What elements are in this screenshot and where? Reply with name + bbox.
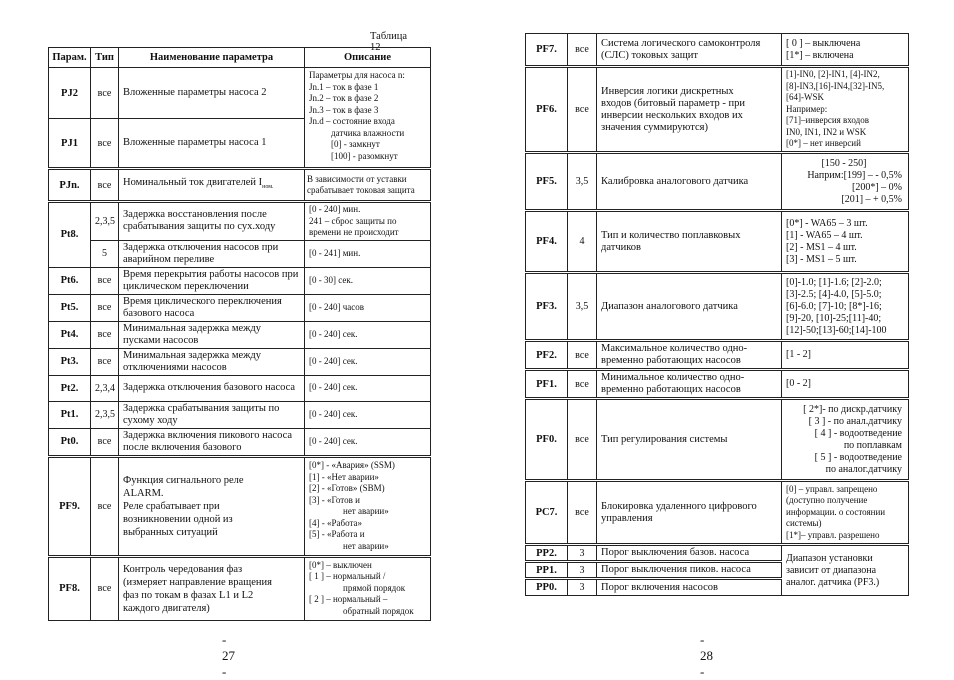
- desc-line: датчика влажности: [331, 127, 405, 138]
- table-row: [49, 401, 431, 428]
- param-name: [597, 211, 782, 273]
- param-code: Pt0.: [49, 428, 91, 456]
- name-line: Контроль чередования фаз: [123, 563, 243, 575]
- header-name: Наименование параметра: [119, 48, 305, 68]
- param-code: Pt2.: [49, 375, 91, 401]
- param-code: PP1.: [526, 562, 568, 579]
- table-row: [526, 67, 909, 153]
- desc-line: Jn.d – состояние входа: [309, 116, 395, 126]
- desc-line: [3] - «Готов и: [309, 494, 360, 505]
- name-text: Номинальный ток двигателей I: [123, 176, 263, 188]
- desc-line: [4] - «Работа»: [309, 517, 362, 528]
- desc-line: [1] - WA65 – 4 шт.: [786, 229, 863, 241]
- param-name: Калибровка аналогового датчика: [597, 153, 782, 211]
- param-code: PF1.: [526, 370, 568, 399]
- param-desc: [0 - 241] мин.: [305, 240, 431, 267]
- desc-line: Например:: [786, 103, 828, 114]
- desc-line: [64]-WSK: [786, 92, 824, 103]
- param-desc: [0 - 2]: [782, 370, 909, 399]
- param-desc: [305, 456, 431, 556]
- desc-line: [2] - MS1 – 4 шт.: [786, 241, 857, 253]
- desc-line: 241 – сброс защиты по: [309, 215, 397, 226]
- param-type: все: [568, 341, 597, 370]
- param-desc: [782, 153, 909, 211]
- table-row: [526, 341, 909, 370]
- desc-line: [ 0 ] – выключена: [786, 37, 861, 49]
- param-desc: [782, 399, 909, 481]
- name-line: Реле срабатывает при: [123, 500, 220, 512]
- name-line: возникновении одной из: [123, 513, 233, 525]
- param-desc: [305, 68, 431, 169]
- table-row: [526, 545, 909, 562]
- param-code: PP2.: [526, 545, 568, 562]
- desc-line: [3]-2.5; [4]-4.0, [5]-5.0;: [786, 288, 882, 300]
- table-row: [526, 153, 909, 211]
- param-desc: [305, 169, 431, 202]
- desc-line: [0]-1.0; [1]-1.6; [2]-2.0;: [786, 276, 882, 288]
- table-row: [49, 348, 431, 375]
- name-line: каждого двигателя): [123, 602, 210, 614]
- param-desc: [0 - 240] сек.: [305, 401, 431, 428]
- name-line: (измеряет направление вращения: [123, 576, 272, 588]
- param-name: Минимальная задержка между отключениями насосов: [119, 348, 305, 375]
- param-desc: [305, 202, 431, 241]
- table-row: [49, 294, 431, 321]
- name-line: (СЛС) токовых защит: [601, 49, 698, 61]
- desc-line: [1*] – включена: [786, 49, 854, 61]
- desc-line: [1] - «Нет аварии»: [309, 471, 379, 482]
- param-type: 3: [568, 562, 597, 579]
- name-line: значения суммируются): [601, 121, 708, 133]
- param-code: PF7.: [526, 34, 568, 67]
- desc-line: времени не происходит: [309, 227, 399, 237]
- param-name: Задержка отключения насосов при аварийном переливе: [119, 240, 305, 267]
- desc-line: по аналог.датчику: [825, 463, 902, 475]
- param-type: 3,5: [568, 153, 597, 211]
- param-type: все: [91, 267, 119, 294]
- table-row: [526, 399, 909, 481]
- param-type: 2,3,4: [91, 375, 119, 401]
- table-row: [49, 321, 431, 348]
- param-code: PF0.: [526, 399, 568, 481]
- desc-line: срабатывает токовая защита: [307, 185, 415, 195]
- param-code: PF6.: [526, 67, 568, 153]
- param-name: [119, 456, 305, 556]
- desc-line: [ 5 ] - водоотведение: [814, 451, 902, 463]
- param-code: PF4.: [526, 211, 568, 273]
- param-desc: [0 - 240] сек.: [305, 375, 431, 401]
- param-desc: [782, 34, 909, 67]
- desc-line: [3] - MS1 – 5 шт.: [786, 253, 857, 265]
- param-name: [597, 67, 782, 153]
- param-code: PJn.: [49, 169, 91, 202]
- desc-line: [12]-50;[13]-60;[14]-100: [786, 324, 887, 336]
- desc-line: [0] – управл. запрещено: [786, 483, 878, 494]
- desc-line: информации. о состоянии: [786, 506, 886, 517]
- table-row: [49, 556, 431, 620]
- param-type: 2,3,5: [91, 401, 119, 428]
- table-caption: Таблица 12: [370, 31, 408, 53]
- param-code: PP0.: [526, 579, 568, 596]
- param-name: Диапазон аналогового датчика: [597, 273, 782, 341]
- desc-line: [1*]– управл. разрешено: [786, 529, 880, 540]
- name-line: временно работающих насосов: [601, 384, 741, 395]
- param-type: 2,3,5: [91, 202, 119, 241]
- table-row: [49, 169, 431, 202]
- name-line: управления: [601, 512, 653, 524]
- name-line: временно работающих насосов: [601, 355, 741, 366]
- param-code: PF2.: [526, 341, 568, 370]
- desc-line: [100] - разомкнут: [331, 150, 398, 161]
- param-desc: [0 - 30] сек.: [305, 267, 431, 294]
- desc-line: В зависимости от уставки: [307, 173, 407, 184]
- param-name: Задержка срабатывания защиты по сухому ходу: [119, 401, 305, 428]
- table-row: [49, 428, 431, 456]
- desc-line: [6]-6.0; [7]-10; [8*]-16;: [786, 300, 882, 312]
- desc-line: нет аварии»: [343, 540, 389, 551]
- desc-line: нет аварии»: [343, 506, 389, 516]
- param-desc: [0 - 240] сек.: [305, 348, 431, 375]
- param-code: PF3.: [526, 273, 568, 341]
- desc-line: [200*] – 0%: [852, 181, 902, 193]
- name-line: Инверсия логики дискретных: [601, 85, 734, 97]
- param-type: 3: [568, 579, 597, 596]
- table-row: [49, 202, 431, 241]
- page-number-right: - 28 -: [700, 632, 713, 679]
- param-code: Pt4.: [49, 321, 91, 348]
- name-line: Блокировка удаленного цифрового: [601, 500, 757, 512]
- param-type: все: [91, 456, 119, 556]
- param-code: PF5.: [526, 153, 568, 211]
- desc-line: [71]–инверсия входов: [786, 115, 869, 126]
- desc-line: IN0, IN1, IN2 и WSK: [786, 126, 867, 137]
- param-code: Pt8.: [49, 202, 91, 268]
- name-line: датчиков: [601, 241, 641, 253]
- param-name: Порог выключения базов. насоса: [597, 545, 782, 562]
- table-row: [526, 370, 909, 399]
- param-desc: [0 - 240] сек.: [305, 428, 431, 456]
- param-type: все: [568, 34, 597, 67]
- param-type: все: [91, 68, 119, 119]
- param-desc: [782, 67, 909, 153]
- param-name: Время циклического переключения базового насоса: [119, 294, 305, 321]
- desc-line: прямой порядок: [343, 582, 406, 593]
- param-desc: [0 - 240] сек.: [305, 321, 431, 348]
- name-line: фаз по токам в фазах L1 и L2: [123, 589, 254, 601]
- desc-line: [0 - 240] мин.: [309, 204, 361, 214]
- param-name: Вложенные параметры насоса 2: [119, 68, 305, 119]
- table-row: [49, 68, 431, 119]
- name-line: ALARM.: [123, 487, 164, 499]
- param-name: Тип регулирования системы: [597, 399, 782, 481]
- header-param: Парам.: [49, 48, 91, 68]
- param-type: 3: [568, 545, 597, 562]
- param-code: PJ2: [49, 68, 91, 119]
- param-type: все: [568, 481, 597, 545]
- param-desc: [305, 556, 431, 620]
- desc-line: [0*] - «Авария» (SSM): [309, 460, 395, 470]
- table-row: [526, 273, 909, 341]
- param-desc: [0 - 240] часов: [305, 294, 431, 321]
- param-name: Задержка восстановления после срабатывания защиты по сух.ходу: [119, 202, 305, 241]
- param-name: Вложенные параметры насоса 1: [119, 119, 305, 169]
- param-code: Pt3.: [49, 348, 91, 375]
- param-name: [597, 370, 782, 399]
- param-name: Задержка отключения базового насоса: [119, 375, 305, 401]
- desc-line: Параметры для насоса n:: [309, 70, 405, 80]
- name-line: Максимальное количество одно-: [601, 343, 748, 354]
- desc-line: [0*] – выключен: [309, 559, 372, 570]
- desc-line: [ 2 ] – нормальный –: [309, 594, 388, 605]
- table-row: [526, 211, 909, 273]
- desc-line: обратный порядок: [343, 605, 414, 616]
- param-code: PF8.: [49, 556, 91, 620]
- param-name: Порог включения насосов: [597, 579, 782, 596]
- desc-line: [0*] – нет инверсий: [786, 138, 861, 149]
- param-name: [119, 556, 305, 620]
- desc-line: аналог. датчика (PF3.): [786, 576, 880, 588]
- param-name: [597, 34, 782, 67]
- table-row: [49, 456, 431, 556]
- desc-line: по поплавкам: [843, 439, 902, 451]
- name-line: Функция сигнального реле: [123, 474, 244, 486]
- name-line: Система логического самоконтроля: [601, 37, 761, 49]
- param-name: Время перекрытия работы насосов при циклическом переключении: [119, 267, 305, 294]
- header-type: Тип: [91, 48, 119, 68]
- table-row: [526, 481, 909, 545]
- desc-line: [0] - замкнут: [331, 139, 380, 149]
- desc-line: [9]-20, [10]-25;[11]-40;: [786, 312, 882, 324]
- desc-line: [8]-IN3,[16]-IN4,[32]-IN5,: [786, 80, 885, 91]
- param-type: 3,5: [568, 273, 597, 341]
- desc-line: [1]-IN0, [2]-IN1, [4]-IN2,: [786, 69, 880, 80]
- name-line: инверсии нескольких входов их: [601, 109, 743, 121]
- desc-line: [ 1 ] – нормальный /: [309, 571, 386, 582]
- desc-line: [201] – + 0,5%: [841, 193, 902, 205]
- parameters-table-left: [48, 47, 431, 621]
- param-type: все: [91, 119, 119, 169]
- desc-line: (доступно получение: [786, 495, 868, 506]
- param-type: все: [91, 321, 119, 348]
- param-code: PJ1: [49, 119, 91, 169]
- param-name: [597, 481, 782, 545]
- desc-line: [2] - «Готов» (SBM): [309, 483, 385, 493]
- param-type: все: [568, 370, 597, 399]
- table-row: [49, 240, 431, 267]
- param-code: Pt1.: [49, 401, 91, 428]
- param-name: [597, 341, 782, 370]
- desc-line: Jn.1 – ток в фазе 1: [309, 81, 379, 92]
- param-desc: [782, 481, 909, 545]
- name-line: входов (битовый параметр - при: [601, 97, 746, 109]
- name-line: выбранных ситуаций: [123, 526, 218, 538]
- param-type: все: [91, 169, 119, 202]
- table-row: [49, 375, 431, 401]
- param-type: все: [91, 556, 119, 620]
- param-code: PF9.: [49, 456, 91, 556]
- header-desc: Описание: [305, 48, 431, 68]
- param-desc: [782, 273, 909, 341]
- table-header-row: [49, 48, 431, 68]
- param-code: Pt5.: [49, 294, 91, 321]
- desc-line: зависит от диапазона: [786, 564, 877, 576]
- name-subscript: ном.: [262, 184, 274, 191]
- desc-line: системы): [786, 518, 822, 529]
- desc-line: [ 4 ] - водоотведение: [814, 427, 902, 439]
- param-name: Минимальная задержка между пусками насосов: [119, 321, 305, 348]
- page-number-left: - 27 -: [222, 632, 235, 679]
- desc-line: [0*] - WA65 – 3 шт.: [786, 217, 868, 229]
- parameters-table-right: [525, 33, 909, 596]
- param-desc: [782, 211, 909, 273]
- param-code: PC7.: [526, 481, 568, 545]
- desc-line: Jn.3 – ток в фазе 3: [309, 104, 379, 115]
- desc-line: Наприм:[199] – - 0,5%: [807, 169, 902, 181]
- param-type: все: [568, 67, 597, 153]
- param-name: Порог выключения пиков. насоса: [597, 562, 782, 579]
- param-desc: [782, 545, 909, 596]
- desc-line: [ 2*]- по дискр.датчику: [803, 403, 902, 415]
- param-desc: [1 - 2]: [782, 341, 909, 370]
- name-line: Минимальное количество одно-: [601, 372, 745, 383]
- desc-line: [5] - «Работа и: [309, 529, 365, 539]
- desc-line: Диапазон установки: [786, 552, 873, 564]
- name-line: Тип и количество поплавковых: [601, 229, 741, 241]
- param-type: все: [91, 348, 119, 375]
- param-name: [119, 169, 305, 202]
- desc-line: [ 3 ] - по анал.датчику: [808, 415, 902, 427]
- param-type: все: [568, 399, 597, 481]
- param-type: 5: [91, 240, 119, 267]
- param-name: Задержка включения пикового насоса после включения базового: [119, 428, 305, 456]
- param-type: все: [91, 428, 119, 456]
- param-type: все: [91, 294, 119, 321]
- desc-line: [150 - 250]: [821, 157, 867, 169]
- table-row: [49, 267, 431, 294]
- param-code: Pt6.: [49, 267, 91, 294]
- table-row: [526, 34, 909, 67]
- param-type: 4: [568, 211, 597, 273]
- desc-line: Jn.2 – ток в фазе 2: [309, 93, 379, 103]
